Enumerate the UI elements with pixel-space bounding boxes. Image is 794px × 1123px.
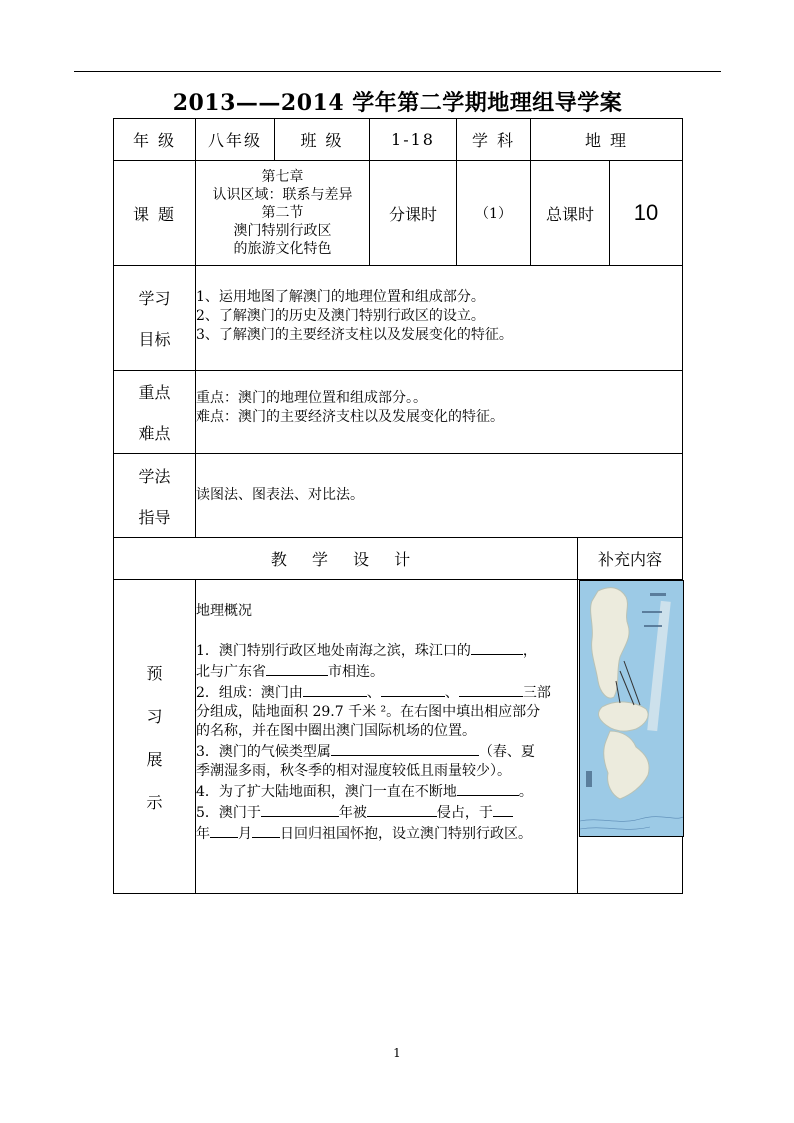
q5-text: 月 (238, 826, 252, 842)
answer-blank[interactable] (331, 741, 479, 756)
keypoints-content (195, 370, 683, 454)
question-2-line-3: 的名称，并在图中圈出澳门国际机场的位置。 (196, 723, 476, 739)
keypoint-item: 难点：澳门的主要经济支柱以及发展变化的特征。 (196, 409, 504, 425)
keypoints-label-line: 重点 (138, 383, 171, 402)
question-3-line-2: 季潮湿多雨，秋冬季的相对湿度较低且雨量较少）。 (196, 763, 511, 779)
goals-content (195, 265, 683, 371)
answer-blank[interactable] (210, 823, 238, 838)
q1-text: 1．澳门特别行政区地处南海之滨，珠江口的 (196, 643, 471, 659)
goal-item: 1、运用地图了解澳门的地理位置和组成部分。 (196, 289, 485, 305)
question-5-line-1 (196, 802, 575, 823)
question-3-line-1 (196, 741, 575, 762)
subject-label: 学 科 (456, 118, 531, 161)
q2-text: 、 (366, 685, 381, 701)
preview-label (113, 579, 196, 894)
macau-map-image (579, 580, 684, 837)
total-hours-label: 总课时 (530, 160, 610, 266)
topic-line: 的旅游文化特色 (233, 241, 332, 257)
q4-text: 4．为了扩大陆地面积，澳门一直在不断地 (196, 784, 457, 800)
q1-text: 北与广东省 (196, 664, 266, 680)
question-5-line-2 (196, 823, 575, 844)
answer-blank[interactable] (457, 781, 519, 796)
question-2-line-1 (196, 682, 575, 703)
answer-blank[interactable] (459, 682, 523, 697)
answer-blank[interactable] (381, 682, 445, 697)
total-hours-value: 10 (609, 160, 683, 266)
answer-blank[interactable] (471, 640, 523, 655)
keypoints-label-line: 难点 (138, 424, 171, 443)
preview-content (195, 579, 578, 894)
preview-label-char: 习 (146, 706, 163, 726)
class-label: 班 级 (274, 118, 370, 161)
section-title: 地理概况 (196, 603, 252, 619)
topic-line: 第二节 (261, 205, 304, 221)
sub-hours-value: （1） (456, 160, 531, 266)
goal-item: 2、了解澳门的历史及澳门特别行政区的设立。 (196, 308, 485, 324)
answer-blank[interactable] (493, 802, 513, 817)
q1-text: 市相连。 (328, 664, 384, 680)
answer-blank[interactable] (261, 802, 339, 817)
q2-text: 、 (444, 685, 459, 701)
header-rule (74, 71, 721, 72)
subject-value: 地 理 (530, 118, 683, 161)
goals-label-line: 目标 (138, 330, 171, 349)
preview-label-char: 预 (146, 663, 163, 683)
sub-hours-label: 分课时 (369, 160, 457, 266)
page-title: 2013——2014 学年第二学期地理组导学案 (172, 90, 623, 116)
q5-text: 年被 (338, 805, 367, 821)
q3-text: （春、夏 (478, 744, 535, 760)
keypoints-label (113, 370, 196, 454)
method-label (113, 453, 196, 538)
q2-text: 2．组成：澳门由 (196, 685, 303, 701)
answer-blank[interactable] (367, 802, 437, 817)
method-label-line: 学法 (138, 466, 171, 486)
page-number: 1 (393, 1046, 401, 1060)
question-4 (196, 781, 575, 802)
answer-blank[interactable] (252, 823, 280, 838)
q3-text: 3．澳门的气候类型属 (196, 744, 331, 760)
q5-text: 日回归祖国怀抱，设立澳门特别行政区。 (280, 826, 532, 842)
topic-label: 课 题 (113, 160, 196, 266)
q5-text: 5．澳门于 (196, 805, 261, 821)
question-1-line-1 (196, 640, 575, 661)
topic-line: 第七章 (261, 169, 304, 185)
topic-line: 澳门特别行政区 (233, 223, 332, 239)
question-1-line-2 (196, 661, 575, 682)
q2-text: 三部 (522, 685, 551, 701)
topic-line: 认识区域：联系与差异 (212, 187, 353, 203)
q5-text: 年 (196, 826, 210, 842)
q1-text: ， (522, 643, 537, 659)
goals-label (113, 265, 196, 371)
grade-value: 八年级 (195, 118, 275, 161)
design-header: 教 学 设 计 (113, 537, 578, 580)
method-text: 读图法、图表法、对比法。 (196, 487, 364, 503)
goal-item: 3、了解澳门的主要经济支柱以及发展变化的特征。 (196, 327, 513, 343)
preview-label-char: 示 (146, 792, 163, 812)
preview-label-char: 展 (146, 749, 163, 769)
macau-map-icon (580, 581, 683, 836)
q5-text: 侵占，于 (436, 805, 493, 821)
method-content (195, 453, 683, 538)
method-label-line: 指导 (138, 507, 171, 527)
keypoint-item: 重点：澳门的地理位置和组成部分。。 (196, 390, 427, 406)
topic-value (195, 160, 370, 266)
question-2-line-2: 分组成，陆地面积 29.7 千米 ²。在右图中填出相应部分 (196, 704, 541, 720)
answer-blank[interactable] (303, 682, 367, 697)
q4-text: 。 (518, 784, 533, 800)
supplement-header: 补充内容 (577, 537, 683, 580)
goals-label-line: 学习 (138, 289, 171, 308)
answer-blank[interactable] (266, 661, 328, 676)
class-value: 1-18 (369, 118, 457, 161)
grade-label: 年 级 (113, 118, 196, 161)
